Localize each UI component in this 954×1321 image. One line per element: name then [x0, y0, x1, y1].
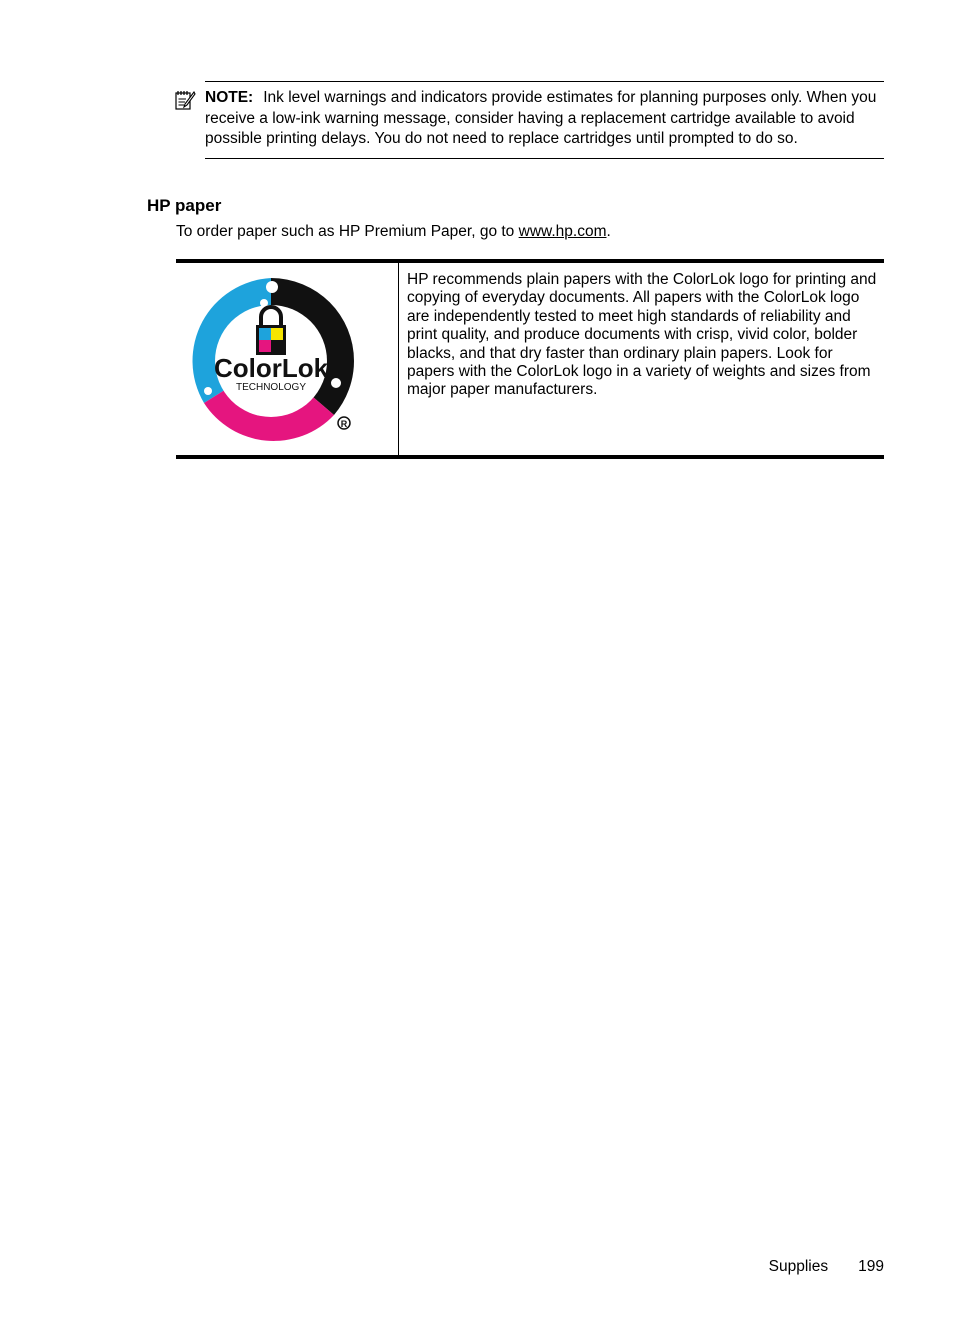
intro-prefix: To order paper such as HP Premium Paper, go to — [176, 223, 519, 240]
logo-subtitle: TECHNOLOGY — [235, 382, 307, 393]
note-box — [205, 81, 884, 159]
section-heading: HP paper — [147, 196, 222, 215]
intro-paragraph — [176, 222, 611, 242]
intro-suffix: . — [606, 223, 611, 240]
note-label: NOTE: — [205, 89, 254, 106]
colorlok-table — [176, 259, 884, 459]
colorlok-description: HP recommends plain papers with the ColorLok logo for printing and copying of everyday documents. All papers with the ColorLok logo are independently tested to meet high standards of reliability and print quality, and produce documents with crisp, vivid color, bolder blacks, and that dry faster than ordinary plain papers. Look for papers with the ColorLok logo in a variety of weights and sizes from major paper manufacturers. — [407, 271, 877, 399]
note-text: Ink level warnings and indicators provide estimates for planning purposes only. When you receive a low-ink warning message, consider having a replacement cartridge available to avoid possible printing delays. You do not need to replace cartridges until prompted to do so. — [205, 89, 877, 147]
logo-wordmark: ColorLok — [213, 353, 329, 383]
page-footer — [769, 1257, 884, 1277]
registered-mark: R — [340, 419, 348, 429]
footer-section-title: Supplies — [768, 1258, 829, 1275]
colorlok-logo — [184, 273, 359, 448]
note-pad-icon — [174, 89, 196, 111]
hp-website-link[interactable]: www.hp.com — [518, 223, 607, 240]
colorlok-logo-cell — [176, 263, 399, 455]
page-number: 199 — [858, 1258, 884, 1275]
